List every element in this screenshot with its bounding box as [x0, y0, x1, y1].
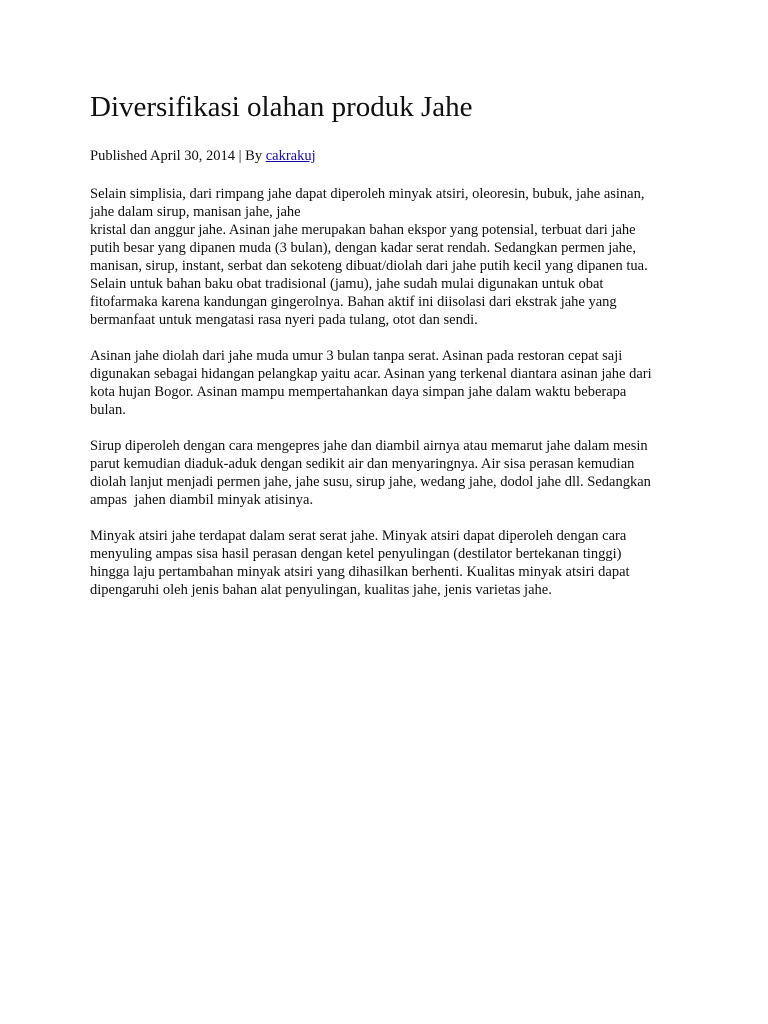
paragraph-line: bulan. [90, 401, 126, 418]
paragraph-4 [90, 527, 680, 599]
article-body [90, 185, 680, 599]
paragraph-line: putih besar yang dipanen muda (3 bulan), dengan kadar serat rendah. Sedangkan permen jahe, [90, 239, 636, 256]
paragraph-line: Sirup diperoleh dengan cara mengepres jahe dan diambil airnya atau memarut jahe dalam mesin [90, 437, 648, 454]
paragraph-line: Selain untuk bahan baku obat tradisional (jamu), jahe sudah mulai digunakan untuk obat [90, 275, 604, 292]
paragraph-line: Minyak atsiri jahe terdapat dalam serat serat jahe. Minyak atsiri dapat diperoleh dengan cara [90, 527, 627, 544]
published-date: Published April 30, 2014 | By [90, 147, 266, 164]
paragraph-line: diolah lanjut menjadi permen jahe, jahe susu, sirup jahe, wedang jahe, dodol jahe dll. Sedangkan [90, 473, 651, 490]
article [90, 90, 680, 617]
paragraph-line: ampas jahen diambil minyak atisinya. [90, 491, 314, 508]
paragraph-line: Selain simplisia, dari rimpang jahe dapat diperoleh minyak atsiri, oleoresin, bubuk, jahe asinan, [90, 185, 645, 202]
paragraph-line: digunakan sebagai hidangan pelangkap yaitu acar. Asinan yang terkenal diantara asinan jahe dari [90, 365, 652, 382]
paragraph-1 [90, 185, 680, 329]
paragraph-2 [90, 347, 680, 419]
paragraph-line: kristal dan anggur jahe. Asinan jahe merupakan bahan ekspor yang potensial, terbuat dari jahe [90, 221, 636, 238]
paragraph-line: bermanfaat untuk mengatasi rasa nyeri pada tulang, otot dan sendi. [90, 311, 478, 328]
paragraph-line: manisan, sirup, instant, serbat dan sekoteng dibuat/diolah dari jahe putih kecil yang dipanen tua. [90, 257, 648, 274]
paragraph-line: jahe dalam sirup, manisan jahe, jahe [90, 203, 301, 220]
paragraph-line: fitofarmaka karena kandungan gingerolnya. Bahan aktif ini diisolasi dari ekstrak jahe yang [90, 293, 617, 310]
paragraph-line: parut kemudian diaduk-aduk dengan sedikit air dan menyaringnya. Air sisa perasan kemudian [90, 455, 635, 472]
paragraph-line: hingga laju pertambahan minyak atsiri yang dihasilkan berhenti. Kualitas minyak atsiri dapat [90, 563, 630, 580]
paragraph-line: kota hujan Bogor. Asinan mampu mempertahankan daya simpan jahe dalam waktu beberapa [90, 383, 627, 400]
paragraph-line: dipengaruhi oleh jenis bahan alat penyulingan, kualitas jahe, jenis varietas jahe. [90, 581, 552, 598]
paragraph-line: Asinan jahe diolah dari jahe muda umur 3 bulan tanpa serat. Asinan pada restoran cepat saji [90, 347, 623, 364]
article-meta [90, 147, 680, 165]
author-link[interactable]: cakrakuj [265, 147, 316, 164]
paragraph-line: menyuling ampas sisa hasil perasan dengan ketel penyulingan (destilator bertekanan tinggi) [90, 545, 622, 562]
paragraph-3 [90, 437, 680, 509]
page-title: Diversifikasi olahan produk Jahe [90, 91, 473, 123]
